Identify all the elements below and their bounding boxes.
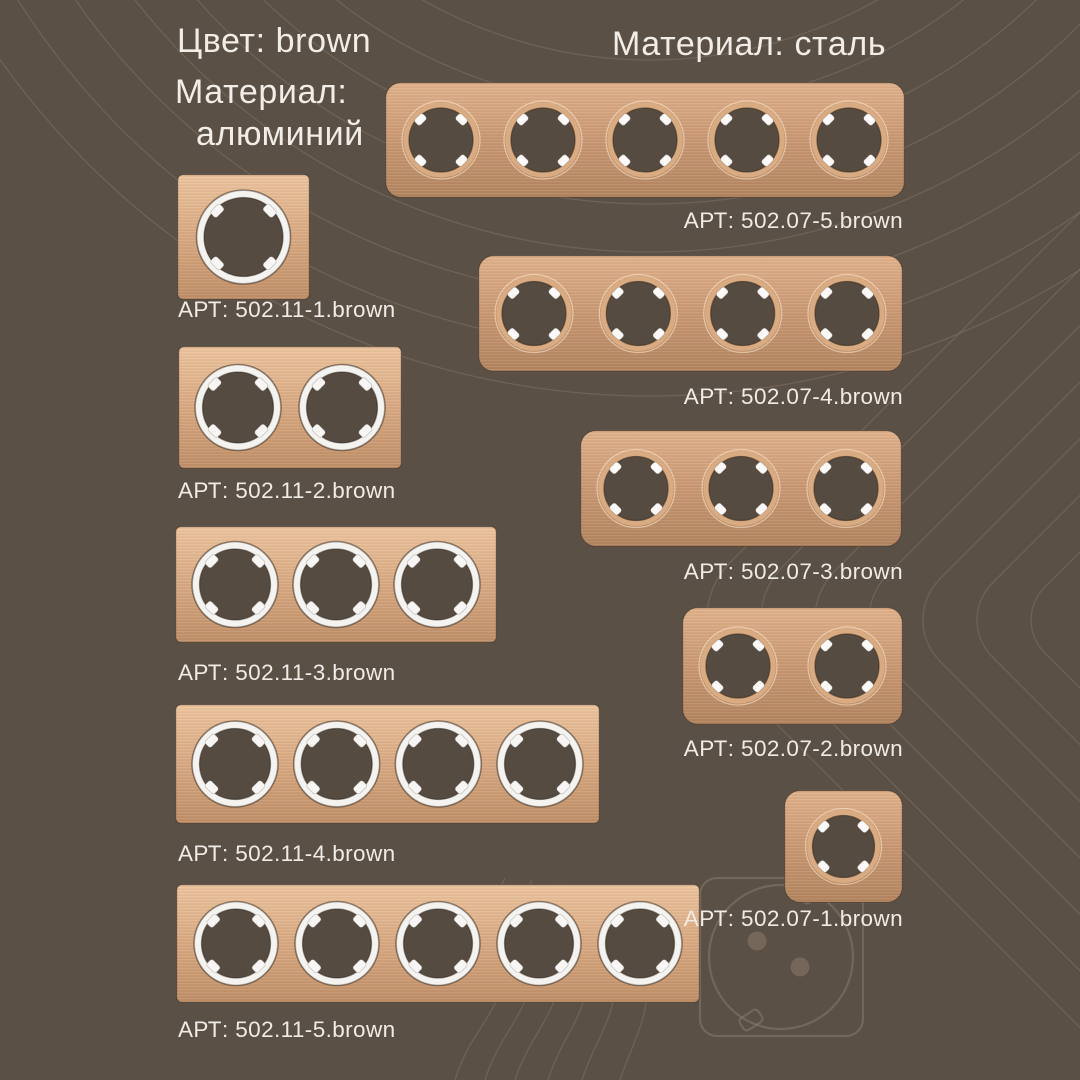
heading-material-left-line1: Материал: — [175, 73, 348, 111]
article-label: АРТ: 502.07-1.brown — [683, 906, 903, 931]
socket-frame-5-gang-steel — [385, 82, 905, 198]
article-label: АРТ: 502.07-3.brown — [683, 559, 903, 584]
article-label: АРТ: 502.07-2.brown — [683, 736, 903, 761]
heading-material-left-line2: алюминий — [196, 115, 364, 153]
socket-frame-2-gang-aluminium — [178, 346, 402, 469]
article-label: АРТ: 502.11-3.brown — [178, 660, 396, 685]
socket-frame-1-gang-steel — [784, 790, 903, 903]
socket-frame-2-gang-steel — [682, 607, 903, 725]
article-label: АРТ: 502.11-2.brown — [178, 478, 396, 503]
article-label: АРТ: 502.11-4.brown — [178, 841, 396, 866]
article-label: АРТ: 502.11-5.brown — [178, 1017, 396, 1042]
socket-frame-5-gang-aluminium — [176, 884, 700, 1003]
socket-frame-3-gang-aluminium — [175, 526, 497, 643]
heading-material-right: Материал: сталь — [612, 25, 887, 63]
socket-frame-4-gang-aluminium — [175, 704, 600, 824]
socket-frame-1-gang-aluminium — [177, 174, 310, 300]
socket-frame-4-gang-steel — [478, 255, 903, 372]
article-label: АРТ: 502.11-1.brown — [178, 297, 396, 322]
article-label: АРТ: 502.07-5.brown — [683, 208, 903, 233]
article-label: АРТ: 502.07-4.brown — [683, 384, 903, 409]
heading-color-left: Цвет: brown — [177, 22, 372, 60]
socket-frame-3-gang-steel — [580, 430, 902, 547]
